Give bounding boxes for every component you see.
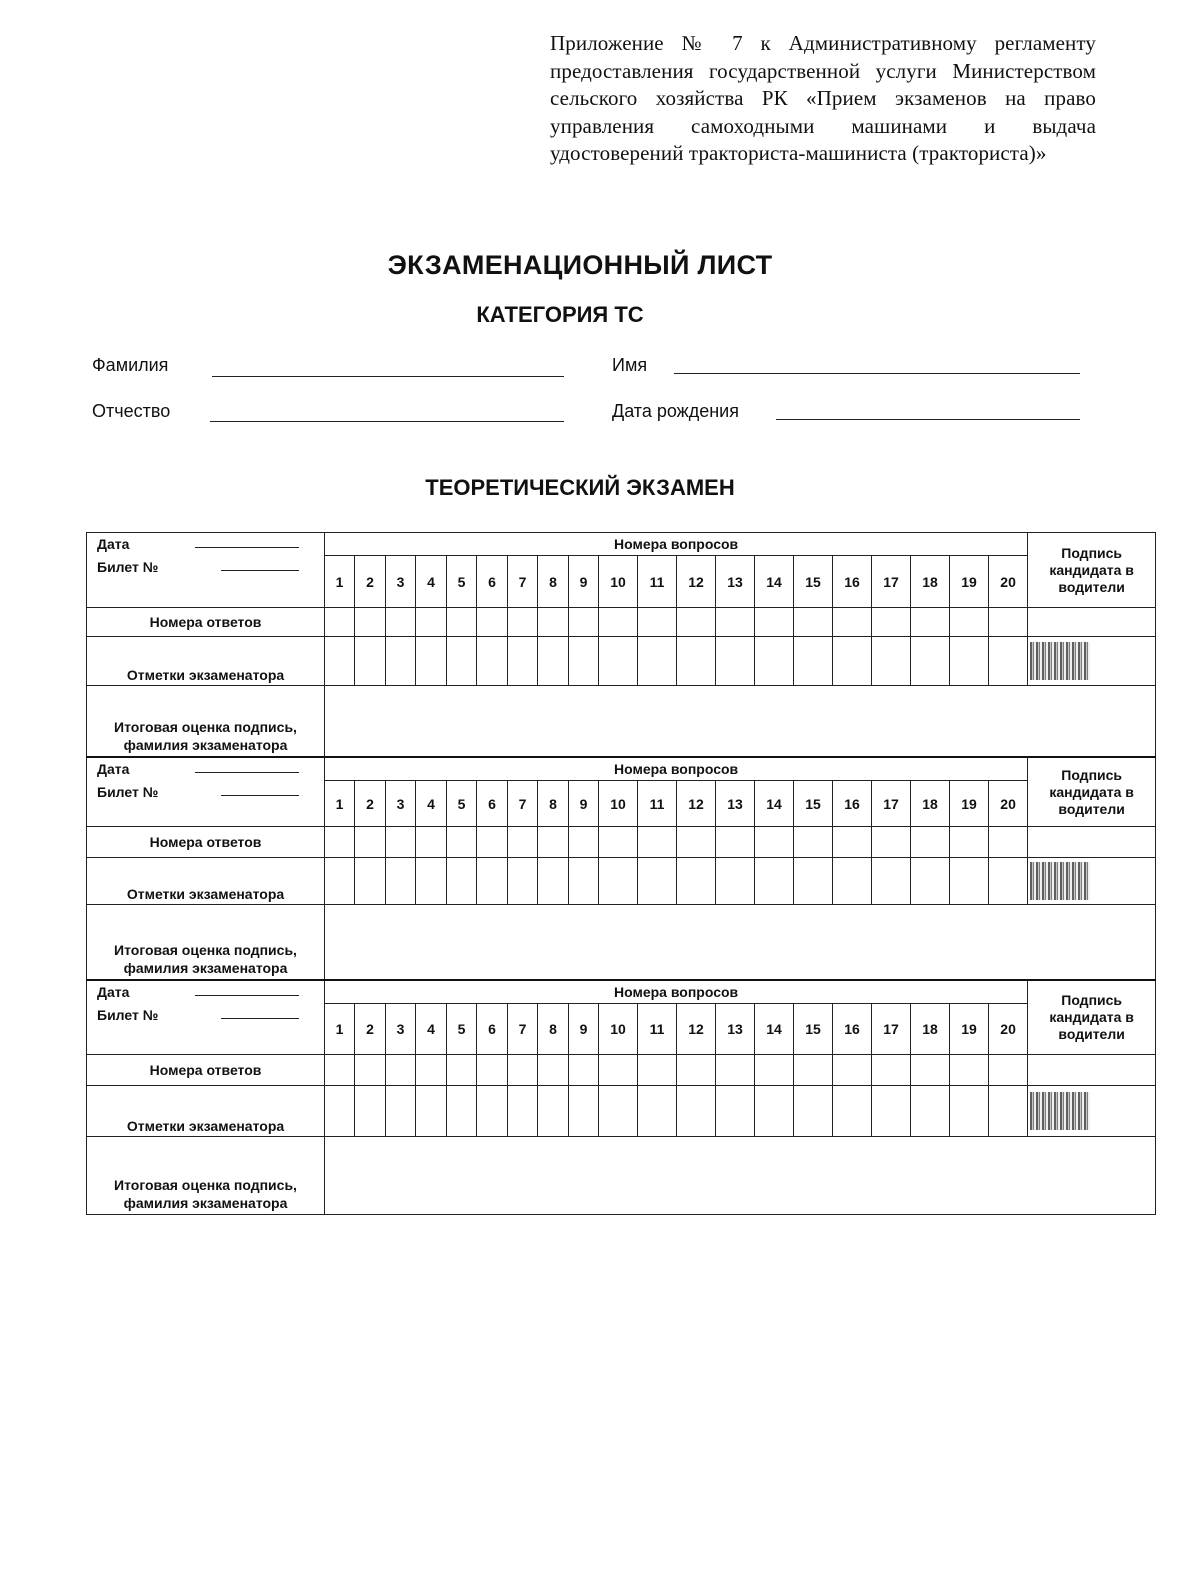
mark-cell[interactable]: [386, 1086, 416, 1137]
answer-cell[interactable]: [950, 608, 989, 637]
answers-label: Номера ответов: [87, 827, 325, 858]
final-grade-field[interactable]: [325, 1137, 1156, 1215]
surname-line[interactable]: [212, 376, 564, 377]
candidate-signature-cell[interactable]: Подпись кандидата в водители: [1028, 757, 1156, 827]
answer-cell[interactable]: [325, 608, 355, 637]
mark-cell[interactable]: [355, 637, 386, 686]
answer-cell[interactable]: [447, 1055, 477, 1086]
answer-cell[interactable]: [508, 1055, 538, 1086]
question-number: 4: [416, 556, 447, 608]
answer-cell[interactable]: [538, 608, 569, 637]
mark-cell[interactable]: [569, 1086, 599, 1137]
question-number: 15: [794, 781, 833, 827]
questions-header: Номера вопросов: [325, 757, 1028, 781]
question-number: 9: [569, 781, 599, 827]
question-number: 17: [872, 781, 911, 827]
mark-cell[interactable]: [599, 858, 638, 905]
answer-cell[interactable]: [355, 827, 386, 858]
mark-cell[interactable]: [794, 637, 833, 686]
mark-cell[interactable]: [755, 858, 794, 905]
answer-cell[interactable]: [716, 827, 755, 858]
mark-cell[interactable]: [872, 1086, 911, 1137]
mark-cell[interactable]: [477, 1086, 508, 1137]
answer-cell[interactable]: [569, 827, 599, 858]
question-number: 12: [677, 556, 716, 608]
mark-cell[interactable]: [569, 858, 599, 905]
mark-cell[interactable]: [716, 1086, 755, 1137]
mark-cell[interactable]: [911, 637, 950, 686]
mark-cell[interactable]: [950, 1086, 989, 1137]
mark-cell[interactable]: [477, 637, 508, 686]
ticket-line[interactable]: [221, 570, 299, 571]
mark-cell[interactable]: [989, 637, 1028, 686]
mark-cell[interactable]: [386, 858, 416, 905]
mark-cell[interactable]: [833, 1086, 872, 1137]
question-number: 2: [355, 1004, 386, 1055]
question-number: 10: [599, 781, 638, 827]
answer-cell[interactable]: [677, 827, 716, 858]
mark-cell[interactable]: [508, 637, 538, 686]
question-number: 11: [638, 556, 677, 608]
question-number: 14: [755, 556, 794, 608]
answer-cell[interactable]: [477, 608, 508, 637]
answer-cell[interactable]: [755, 1055, 794, 1086]
answer-cell[interactable]: [638, 608, 677, 637]
ticket-label: Билет №: [97, 784, 159, 800]
ticket-line[interactable]: [221, 1018, 299, 1019]
mark-cell[interactable]: [447, 1086, 477, 1137]
answer-cell[interactable]: [911, 608, 950, 637]
exam-table: [86, 532, 1156, 1215]
mark-cell[interactable]: [677, 1086, 716, 1137]
answer-cell[interactable]: [677, 608, 716, 637]
answer-cell[interactable]: [872, 608, 911, 637]
section-subtitle: ТЕОРЕТИЧЕСКИЙ ЭКЗАМЕН: [425, 475, 735, 500]
question-number: 12: [677, 1004, 716, 1055]
question-number: 5: [447, 556, 477, 608]
mark-cell[interactable]: [508, 858, 538, 905]
answer-cell[interactable]: [911, 827, 950, 858]
question-number: 18: [911, 1004, 950, 1055]
examiner-marks-label: Отметки экзаменатора: [87, 637, 325, 686]
question-number: 1: [325, 1004, 355, 1055]
final-grade-label: Итоговая оценка подпись, фамилия экзаменатора: [87, 686, 325, 758]
question-number: 8: [538, 556, 569, 608]
question-number: 9: [569, 1004, 599, 1055]
question-number: 15: [794, 556, 833, 608]
mark-cell[interactable]: [989, 858, 1028, 905]
final-grade-label: Итоговая оценка подпись, фамилия экзаменатора: [87, 905, 325, 981]
date-label: Дата: [97, 984, 130, 1000]
mark-cell[interactable]: [677, 637, 716, 686]
answer-cell[interactable]: [508, 608, 538, 637]
question-number: 10: [599, 1004, 638, 1055]
questions-header: Номера вопросов: [325, 533, 1028, 556]
answer-cell[interactable]: [416, 827, 447, 858]
question-number: 19: [950, 781, 989, 827]
examiner-marks-label: Отметки экзаменатора: [87, 1086, 325, 1137]
question-number: 3: [386, 556, 416, 608]
question-number: 3: [386, 781, 416, 827]
name-label: Имя: [612, 355, 648, 375]
patronymic-label: Отчество: [92, 401, 171, 421]
question-number: 2: [355, 781, 386, 827]
answer-cell[interactable]: [989, 827, 1028, 858]
mark-cell[interactable]: [386, 637, 416, 686]
mark-cell[interactable]: [447, 637, 477, 686]
answer-cell[interactable]: [872, 827, 911, 858]
question-number: 6: [477, 781, 508, 827]
mark-cell[interactable]: [716, 858, 755, 905]
scanned-shading: [1028, 637, 1156, 686]
answer-cell[interactable]: [638, 1055, 677, 1086]
mark-cell[interactable]: [325, 637, 355, 686]
question-number: 16: [833, 781, 872, 827]
answer-cell[interactable]: [950, 827, 989, 858]
question-number: 13: [716, 781, 755, 827]
question-number: 20: [989, 781, 1028, 827]
question-number: 4: [416, 1004, 447, 1055]
answer-cell[interactable]: [447, 608, 477, 637]
mark-cell[interactable]: [416, 858, 447, 905]
answer-cell[interactable]: [989, 608, 1028, 637]
answer-cell[interactable]: [386, 608, 416, 637]
signature-blank[interactable]: [1028, 608, 1156, 637]
question-number: 8: [538, 1004, 569, 1055]
mark-cell[interactable]: [355, 858, 386, 905]
answer-cell[interactable]: [599, 1055, 638, 1086]
answer-cell[interactable]: [355, 1055, 386, 1086]
mark-cell[interactable]: [833, 858, 872, 905]
answer-cell[interactable]: [599, 608, 638, 637]
answer-cell[interactable]: [872, 1055, 911, 1086]
question-number: 1: [325, 556, 355, 608]
scanned-shading: [1028, 1086, 1156, 1137]
mark-cell[interactable]: [325, 858, 355, 905]
mark-cell[interactable]: [989, 1086, 1028, 1137]
mark-cell[interactable]: [538, 637, 569, 686]
question-number: 18: [911, 781, 950, 827]
mark-cell[interactable]: [477, 858, 508, 905]
question-number: 11: [638, 781, 677, 827]
appendix-note: Приложение № 7 к Административному регламенту предоставления государственной услуги Министерством сельского хозяйства РК «Прием экзаменов на право управления самоходными машинами и выдача удостоверений тракториста-машиниста (тракториста)»: [550, 31, 1096, 165]
ticket-line[interactable]: [221, 795, 299, 796]
surname-label: Фамилия: [92, 355, 169, 375]
date-line[interactable]: [195, 772, 299, 773]
scan-artifact: [1030, 862, 1090, 900]
mark-cell[interactable]: [911, 858, 950, 905]
mark-cell[interactable]: [325, 1086, 355, 1137]
mark-cell[interactable]: [538, 858, 569, 905]
question-number: 8: [538, 781, 569, 827]
mark-cell[interactable]: [794, 858, 833, 905]
question-number: 14: [755, 1004, 794, 1055]
question-number: 3: [386, 1004, 416, 1055]
question-number: 5: [447, 781, 477, 827]
mark-cell[interactable]: [447, 858, 477, 905]
question-number: 6: [477, 556, 508, 608]
mark-cell[interactable]: [599, 1086, 638, 1137]
answer-cell[interactable]: [833, 608, 872, 637]
examiner-marks-label: Отметки экзаменатора: [87, 858, 325, 905]
scan-artifact: [1030, 642, 1090, 680]
mark-cell[interactable]: [638, 637, 677, 686]
question-number: 20: [989, 556, 1028, 608]
candidate-signature-cell[interactable]: Подпись кандидата в водители: [1028, 980, 1156, 1055]
answers-label: Номера ответов: [87, 1055, 325, 1086]
question-number: 20: [989, 1004, 1028, 1055]
date-ticket-cell: [87, 980, 325, 1055]
answer-cell[interactable]: [538, 1055, 569, 1086]
patronymic-line[interactable]: [210, 421, 564, 422]
final-grade-field[interactable]: [325, 905, 1156, 981]
question-number: 14: [755, 781, 794, 827]
mark-cell[interactable]: [599, 637, 638, 686]
mark-cell[interactable]: [794, 1086, 833, 1137]
question-number: 2: [355, 556, 386, 608]
question-number: 16: [833, 1004, 872, 1055]
question-number: 18: [911, 556, 950, 608]
question-number: 5: [447, 1004, 477, 1055]
answer-cell[interactable]: [569, 1055, 599, 1086]
answer-cell[interactable]: [638, 827, 677, 858]
question-number: 6: [477, 1004, 508, 1055]
date-line[interactable]: [195, 547, 299, 548]
signature-blank[interactable]: [1028, 1055, 1156, 1086]
answer-cell[interactable]: [538, 827, 569, 858]
question-number: 17: [872, 1004, 911, 1055]
mark-cell[interactable]: [911, 1086, 950, 1137]
question-number: 13: [716, 556, 755, 608]
question-number: 1: [325, 781, 355, 827]
answer-cell[interactable]: [599, 827, 638, 858]
questions-header: Номера вопросов: [325, 980, 1028, 1004]
mark-cell[interactable]: [538, 1086, 569, 1137]
answers-label: Номера ответов: [87, 608, 325, 637]
mark-cell[interactable]: [716, 637, 755, 686]
answer-cell[interactable]: [950, 1055, 989, 1086]
scan-artifact: [1030, 1092, 1090, 1130]
question-number: 12: [677, 781, 716, 827]
ticket-label: Билет №: [97, 1007, 159, 1023]
question-number: 19: [950, 556, 989, 608]
answer-cell[interactable]: [833, 827, 872, 858]
answer-cell[interactable]: [325, 827, 355, 858]
date-label: Дата: [97, 536, 130, 552]
answer-cell[interactable]: [386, 827, 416, 858]
answer-cell[interactable]: [447, 827, 477, 858]
form-category: КАТЕГОРИЯ ТС: [476, 302, 644, 327]
answer-cell[interactable]: [794, 827, 833, 858]
answer-cell[interactable]: [989, 1055, 1028, 1086]
mark-cell[interactable]: [950, 858, 989, 905]
mark-cell[interactable]: [833, 637, 872, 686]
question-number: 4: [416, 781, 447, 827]
final-grade-label: Итоговая оценка подпись, фамилия экзаменатора: [87, 1137, 325, 1215]
question-number: 11: [638, 1004, 677, 1055]
answer-cell[interactable]: [416, 1055, 447, 1086]
mark-cell[interactable]: [755, 637, 794, 686]
answer-cell[interactable]: [677, 1055, 716, 1086]
mark-cell[interactable]: [416, 637, 447, 686]
answer-cell[interactable]: [755, 827, 794, 858]
birth-date-line[interactable]: [776, 419, 1080, 420]
question-number: 7: [508, 556, 538, 608]
answer-cell[interactable]: [508, 827, 538, 858]
answer-cell[interactable]: [386, 1055, 416, 1086]
answer-cell[interactable]: [794, 608, 833, 637]
mark-cell[interactable]: [755, 1086, 794, 1137]
question-number: 10: [599, 556, 638, 608]
question-number: 13: [716, 1004, 755, 1055]
answer-cell[interactable]: [569, 608, 599, 637]
date-line[interactable]: [195, 995, 299, 996]
question-number: 19: [950, 1004, 989, 1055]
answer-cell[interactable]: [477, 1055, 508, 1086]
mark-cell[interactable]: [416, 1086, 447, 1137]
question-number: 7: [508, 781, 538, 827]
answer-cell[interactable]: [755, 608, 794, 637]
answer-cell[interactable]: [833, 1055, 872, 1086]
question-number: 16: [833, 556, 872, 608]
answer-cell[interactable]: [325, 1055, 355, 1086]
mark-cell[interactable]: [638, 858, 677, 905]
mark-cell[interactable]: [638, 1086, 677, 1137]
form-title: ЭКЗАМЕНАЦИОННЫЙ ЛИСТ: [387, 250, 773, 280]
answer-cell[interactable]: [477, 827, 508, 858]
answer-cell[interactable]: [716, 608, 755, 637]
mark-cell[interactable]: [355, 1086, 386, 1137]
mark-cell[interactable]: [677, 858, 716, 905]
signature-blank[interactable]: [1028, 827, 1156, 858]
birth-date-label: Дата рождения: [612, 401, 739, 421]
date-ticket-cell: [87, 757, 325, 827]
answer-cell[interactable]: [716, 1055, 755, 1086]
date-ticket-cell: [87, 533, 325, 608]
mark-cell[interactable]: [508, 1086, 538, 1137]
date-label: Дата: [97, 761, 130, 777]
scanned-shading: [1028, 858, 1156, 905]
mark-cell[interactable]: [872, 637, 911, 686]
answer-cell[interactable]: [355, 608, 386, 637]
mark-cell[interactable]: [872, 858, 911, 905]
name-line[interactable]: [674, 373, 1080, 374]
question-number: 7: [508, 1004, 538, 1055]
mark-cell[interactable]: [569, 637, 599, 686]
answer-cell[interactable]: [794, 1055, 833, 1086]
answer-cell[interactable]: [911, 1055, 950, 1086]
question-number: 17: [872, 556, 911, 608]
question-number: 9: [569, 556, 599, 608]
final-grade-field[interactable]: [325, 686, 1156, 758]
candidate-signature-cell[interactable]: Подпись кандидата в водители: [1028, 533, 1156, 608]
question-number: 15: [794, 1004, 833, 1055]
ticket-label: Билет №: [97, 559, 159, 575]
mark-cell[interactable]: [950, 637, 989, 686]
answer-cell[interactable]: [416, 608, 447, 637]
